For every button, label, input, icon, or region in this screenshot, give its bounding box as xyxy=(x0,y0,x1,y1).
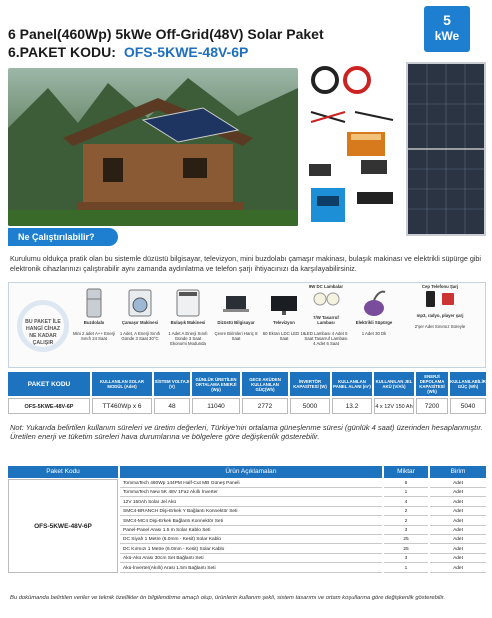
vacuum-icon xyxy=(352,288,396,318)
appliance-panel-label xyxy=(10,300,76,352)
product-unit: Adet xyxy=(430,565,486,573)
spec-header: SİSTEM VOLTAJI (V) xyxy=(154,372,190,396)
spec-cell: 4 x 12V 150 Ah xyxy=(374,398,414,414)
appliance-desc: 1 Adet A Enerji Sınıfı Günde 3 Saat Ekonomi Modunda xyxy=(168,331,208,346)
product-unit: Adet xyxy=(430,536,486,544)
product-desc: 12V 150Ah Solar Jel Akü xyxy=(120,499,382,507)
power-badge xyxy=(424,6,470,52)
section-description: Kurulumu oldukça pratik olan bu sistemle düzüstü bilgisayar, televizyon, mini buzdolabı çamaşır makinası, bulaşık makinası ve elektrikli süpürge gibi elektronik cihazlarınızı çalıştırabilir aynı zamanda aydınlatma ve telefon şarjı ihtiyacınızı da karşılayabilirsiniz. xyxy=(10,254,482,273)
package-code: OFS-5KWE-48V-6P xyxy=(123,44,249,60)
spec-cell: 7200 xyxy=(416,398,448,414)
appliance-desc: 1 Adet, A Enerji Sınıfı Günde 3 Saat 30°C xyxy=(119,331,161,341)
power-value: 5 xyxy=(443,12,451,28)
product-qty: 2 xyxy=(384,518,428,526)
appliance-vacuum xyxy=(352,288,396,336)
package-code-line xyxy=(8,44,248,60)
product-desc: DC Siyah 1 Metre (6.0mm - Kesit) Solar Kablo xyxy=(120,536,382,544)
spec-header: KULLANILAN SOLAR MODÜL (Adet) xyxy=(92,372,152,396)
appliance-desc: Mini 2 adet A++ Enerji Sınıfı 24 Saat xyxy=(72,331,116,341)
product-unit: Adet xyxy=(430,480,486,488)
calculation-note: Not: Yukarıda belirtilen kullanım süreleri ve üretim değerleri, Türkiye'nin ortalama güneşlenme süresi (günlük 4 saat) üzerinden hesaplanmıştır. Üretilen enerji ve tüketim süreleri hava durumlarına ve bölgelere göre değişkenlik gösterebilir. xyxy=(10,423,483,441)
spec-cell: OFS-5KWE-48V-6P xyxy=(8,398,90,414)
appliance-lamp xyxy=(304,284,348,346)
footer-disclaimer: Bu dokümanda belirtilen veriler ve teknik özellikler ön bilgilendirme amaçlı olup, ürünlerin kullanım şekli, sistem tasarımı ve ortam koşullarına göre değişkenlik gösterebilir. xyxy=(10,595,446,601)
spec-header: KULLANILAN JEL AKÜ (V/Ah) xyxy=(374,372,414,396)
product-desc: Akü-İnverter(Akıllı) Arası 1.5m Bağlantı Seti xyxy=(120,565,382,573)
product-qty: 3 xyxy=(384,555,428,563)
spec-cell: 5040 xyxy=(450,398,486,414)
product-desc: SMC4-MC4 Dişi-Erkek Bağlantı Konnektör Seti xyxy=(120,518,382,526)
spec-header: GÜNLÜK ÜRETİLEN ORTALAMA ENERJİ (Wp) xyxy=(192,372,240,396)
power-unit: kWe xyxy=(434,29,460,43)
equipment-images xyxy=(305,64,400,229)
appliance-desc: LED Lambası 4 Adet 5 Saat Tasarruf Lambası 4 Adet 6 Saat xyxy=(304,331,348,346)
product-qty: 6 xyxy=(384,480,428,488)
appliance-dishwasher xyxy=(166,288,210,346)
product-qty: 25 xyxy=(384,546,428,554)
tv-icon xyxy=(262,288,306,318)
product-qty: 2 xyxy=(384,508,428,516)
product-qty: 1 xyxy=(384,489,428,497)
spec-cell: TT460Wp x 6 xyxy=(92,398,152,414)
solar-panel-image xyxy=(406,62,486,236)
product-unit: Adet xyxy=(430,546,486,554)
appliance-name: Buzdolabı xyxy=(83,320,105,325)
appliance-name: Cep Telefonu Şarj xyxy=(421,284,459,289)
product-desc: TommaTech 460Wp 144PM Half-Cut MB Güneş Paneli xyxy=(120,480,382,488)
appliance-tv xyxy=(262,288,306,341)
product-qty: 4 xyxy=(384,499,428,507)
appliance-fridge xyxy=(72,288,116,341)
page-title: 6 Panel(460Wp) 5kWe Off-Grid(48V) Solar Paket xyxy=(8,26,324,42)
product-unit: Adet xyxy=(430,527,486,535)
spec-header: KULLANILAN PANEL ALANI (m²) xyxy=(332,372,372,396)
appliance-desc: 1 Adet 30 Dk xyxy=(361,331,387,336)
spec-header: İNVERTÖR KAPASİTESİ (W) xyxy=(290,372,330,396)
spec-header: GECE AKÜDEN KULLANILAN GÜÇ(Wh) xyxy=(242,372,288,396)
products-header-code: Paket Kodu xyxy=(8,466,118,478)
appliance-desc: 2'şer Adet Sınırsız Süreyle xyxy=(414,324,466,329)
section-title: Ne Çalıştırılabilir? xyxy=(8,228,118,246)
appliance-name: Elektrikli Süpürge xyxy=(355,320,393,325)
product-desc: TommaTech New 5K 48V 1Faz Akıllı İnverter xyxy=(120,489,382,497)
package-label: 6.PAKET KODU: xyxy=(8,44,116,60)
products-header-qty: Miktar xyxy=(384,466,428,478)
appliance-desc: 60 Ekran LDC LED 16 Saat xyxy=(262,331,306,341)
spec-cell: 48 xyxy=(154,398,190,414)
appliance-name: Çamaşır Makinesi xyxy=(121,320,159,325)
spec-cell: 5000 xyxy=(290,398,330,414)
appliance-phone xyxy=(400,284,480,329)
spec-header: ENERJİ DEPOLAMA KAPASİTESİ (Wh) xyxy=(416,372,448,396)
product-qty: 25 xyxy=(384,536,428,544)
product-qty: 3 xyxy=(384,527,428,535)
product-qty: 1 xyxy=(384,565,428,573)
product-desc: Akü-Akü Arası 30cm Set Bağlantı Seti xyxy=(120,555,382,563)
appliance-sub: mp3, radyo, player şarj xyxy=(416,313,464,318)
product-unit: Adet xyxy=(430,518,486,526)
appliance-name: Televizyon xyxy=(273,320,295,325)
laptop-icon xyxy=(214,288,258,318)
house-photo xyxy=(8,68,298,226)
spec-table xyxy=(8,372,486,416)
appliance-name: Dizüstü Bilgisayar xyxy=(217,320,255,325)
product-unit: Adet xyxy=(430,555,486,563)
washing-machine-icon xyxy=(118,288,162,318)
house-illustration xyxy=(8,68,298,226)
product-desc: DC Kırmızı 1 Metre (6.0mm - Kesit) Solar Kablo xyxy=(120,546,382,554)
products-header-desc: Ürün Açıklamaları xyxy=(120,466,382,478)
appliance-washer xyxy=(118,288,162,341)
product-unit: Adet xyxy=(430,499,486,507)
label-ring: BU PAKET İLE HANGİ CİHAZ NE KADAR ÇALIŞIR xyxy=(17,300,69,352)
appliance-laptop xyxy=(214,288,258,341)
appliance-desc: Çevre Birimleri Hariç 8 Saat xyxy=(214,331,258,341)
appliance-name: 7/W Tasarruf Lambası xyxy=(313,315,339,325)
spec-cell: 11040 xyxy=(192,398,240,414)
product-desc: SMC4-BRANCH Dişi-Erkek Y Bağlantı Konnektör Seti xyxy=(120,508,382,516)
lamp-icon xyxy=(304,289,348,313)
spec-cell: 2772 xyxy=(242,398,288,414)
appliance-name: Bulaşık Makinesi xyxy=(170,320,206,325)
products-package-code: OFS-5KWE-48V-6P xyxy=(8,479,118,573)
phone-icon xyxy=(400,289,480,311)
product-unit: Adet xyxy=(430,508,486,516)
spec-header: KULLANILABİLİR GÜÇ (Wh) xyxy=(450,372,486,396)
spec-header: PAKET KODU xyxy=(8,372,90,396)
product-desc: Panel-Panel Arası 1.5 m Solar Kablo Seti xyxy=(120,527,382,535)
dishwasher-icon xyxy=(166,288,210,318)
product-unit: Adet xyxy=(430,489,486,497)
spec-cell: 13.2 xyxy=(332,398,372,414)
fridge-icon xyxy=(72,288,116,318)
lamp-top-label: 9W DC Lambalar xyxy=(308,284,344,289)
products-header-unit: Birim xyxy=(430,466,486,478)
